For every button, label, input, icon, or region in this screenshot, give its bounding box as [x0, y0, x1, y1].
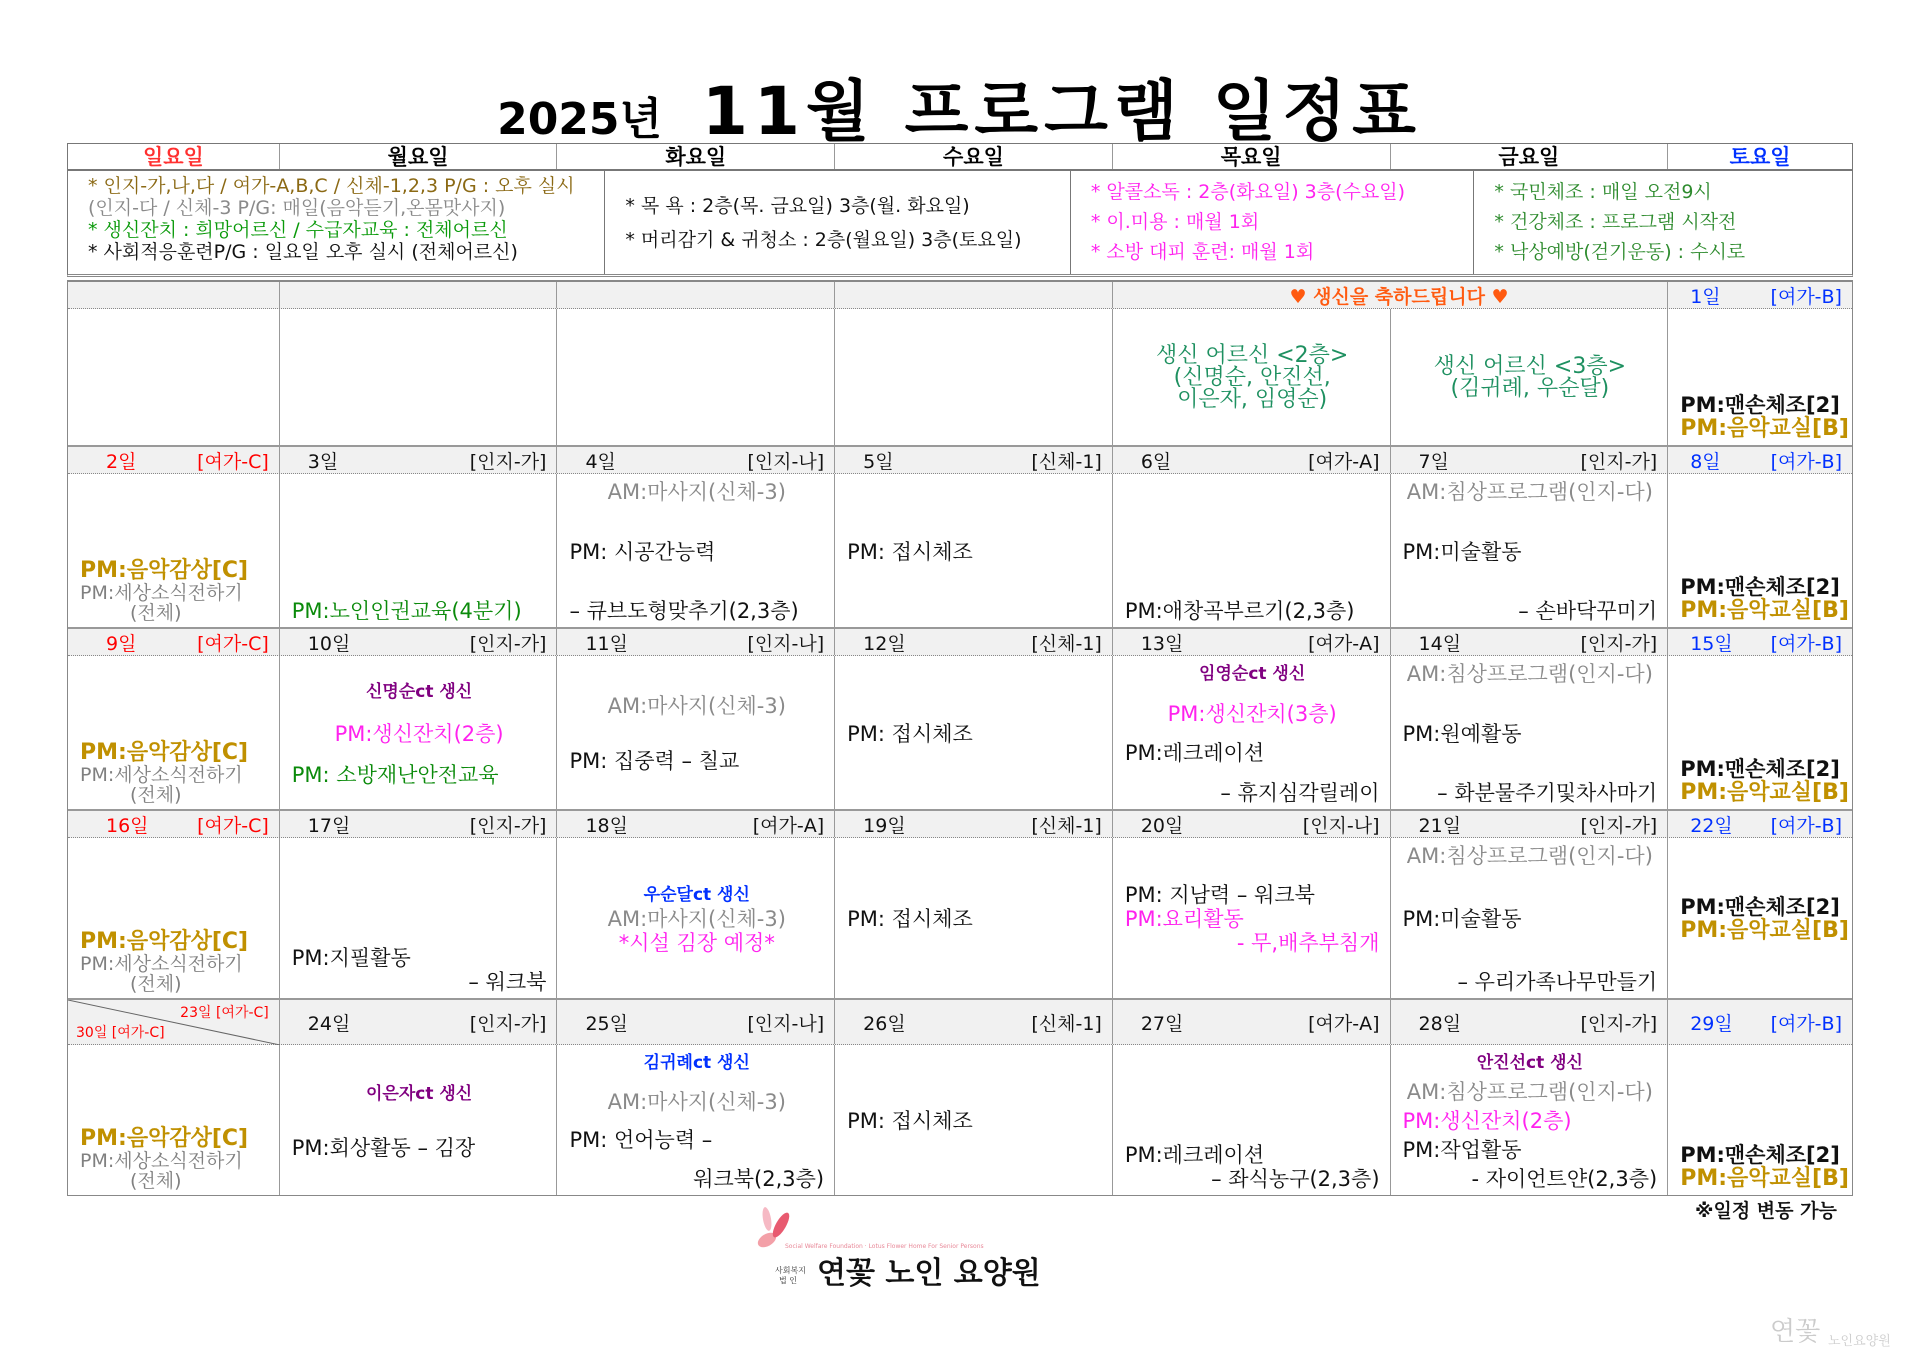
- day-cell: [1113, 656, 1391, 809]
- date-header: [280, 447, 558, 473]
- date-label: 26일: [863, 1012, 906, 1035]
- date-label: 5일: [863, 450, 894, 473]
- date-label: 8일: [1690, 450, 1721, 473]
- program-tag: [인지-가]: [1580, 632, 1658, 655]
- date-body-row: [68, 1045, 1852, 1195]
- note-line: * 소방 대피 훈련: 매월 1회: [1090, 241, 1315, 263]
- svg-text:연꽃 노인 요양원: 연꽃 노인 요양원: [817, 1256, 1041, 1290]
- program-item: PM: 접시체조: [847, 1109, 973, 1133]
- date-header: [835, 1000, 1113, 1044]
- date-label: 24일: [307, 1012, 351, 1035]
- program-tag: [신체-1]: [1031, 632, 1102, 655]
- svg-text:Social Welfare Foundation · Lo: Social Welfare Foundation · Lotus Flower Home For Senior Persons: [785, 1243, 984, 1250]
- program-item: PM: 시공간능력: [569, 539, 716, 564]
- date-label: 28일: [1418, 1012, 1462, 1035]
- date-header: [68, 282, 280, 308]
- program-item: AM:마사지(신체-3): [607, 693, 786, 718]
- program-item: – 큐브도형맞추기(2,3층): [569, 599, 799, 623]
- day-cell: [280, 309, 558, 445]
- program-item: 김귀례ct 생신: [643, 1053, 750, 1073]
- weekday-6: 토요일: [1729, 145, 1791, 169]
- program-tag: [인지-가]: [469, 450, 547, 473]
- date-header-row: [68, 447, 1852, 474]
- day-cell: [835, 656, 1113, 809]
- weekday-0: 일요일: [68, 144, 280, 169]
- day-cell: [1668, 309, 1852, 445]
- date-label: 6일: [1140, 450, 1172, 473]
- date-label: 19일: [863, 814, 906, 837]
- date-body-row: [68, 656, 1852, 809]
- date-header: [1113, 1000, 1391, 1044]
- day-cell: [68, 309, 280, 445]
- date-label: 20일: [1140, 814, 1184, 837]
- program-tag: [여가-B]: [1770, 450, 1843, 473]
- date-header: [1391, 629, 1669, 655]
- svg-text:법 인: 법 인: [779, 1276, 797, 1285]
- program-item: AM:침상프로그램(인지-다): [1406, 480, 1653, 504]
- program-item: (전체): [130, 602, 182, 624]
- date-label: 12일: [863, 632, 906, 655]
- day-cell: [835, 309, 1113, 445]
- program-item: (전체): [130, 973, 182, 995]
- program-item: 임영순ct 생신: [1199, 664, 1306, 684]
- date-header: [1668, 811, 1852, 837]
- day-cell: [1391, 656, 1669, 809]
- notes-section: [1474, 171, 1852, 274]
- notes-section: [1071, 171, 1475, 274]
- date-label: 9일: [106, 632, 137, 655]
- program-item: PM:노인인권교육(4분기): [291, 599, 522, 623]
- program-item: PM:음악교실[B]: [1680, 918, 1849, 943]
- program-item: PM: 소방재난안전교육: [291, 763, 499, 788]
- day-cell: [557, 1045, 835, 1195]
- program-tag: [여가-B]: [1770, 632, 1843, 655]
- program-item: *시설 김장 예정*: [618, 931, 775, 955]
- program-item: PM: 접시체조: [847, 907, 973, 931]
- day-cell: [1668, 838, 1852, 998]
- program-item: PM: 접시체조: [847, 539, 973, 564]
- title-main: 11월 프로그램 일정표: [702, 73, 1422, 150]
- date-header: [280, 811, 558, 837]
- program-item: PM:음악감상[C]: [80, 1126, 249, 1151]
- date-label: 15일: [1690, 632, 1733, 655]
- day-cell: [1668, 656, 1852, 809]
- program-item: PM:음악교실[B]: [1680, 416, 1849, 441]
- date-header: [1113, 629, 1391, 655]
- date-label: 7일: [1418, 450, 1449, 473]
- date-label: 17일: [307, 814, 351, 837]
- program-item: PM:세상소식전하기: [80, 1150, 243, 1172]
- day-cell: [1668, 1045, 1852, 1195]
- svg-text:노인요양원: 노인요양원: [1828, 1334, 1891, 1349]
- program-tag: [인지-가]: [469, 814, 547, 837]
- program-item: PM:원예활동: [1402, 721, 1522, 746]
- weekday-5: 금요일: [1391, 144, 1669, 169]
- date-body-row: [68, 474, 1852, 627]
- program-item: PM:미술활동: [1402, 907, 1522, 931]
- program-tag: [여가-C]: [197, 632, 269, 655]
- svg-text:연꽃: 연꽃: [1770, 1317, 1821, 1347]
- program-item: PM:음악감상[C]: [80, 740, 249, 765]
- date-label: 25일: [585, 1012, 628, 1035]
- program-item: PM: 집중력 – 칠교: [569, 749, 740, 774]
- program-item: PM:세상소식전하기: [80, 764, 243, 786]
- week-row: [68, 282, 1852, 447]
- note-line: * 알콜소독 : 2층(화요일) 3층(수요일): [1090, 181, 1406, 203]
- date-header: [1391, 1000, 1669, 1044]
- date-label: 14일: [1418, 632, 1462, 655]
- date-header: [280, 1000, 558, 1044]
- day-cell: [280, 838, 558, 998]
- program-item: PM:작업활동: [1402, 1138, 1522, 1162]
- date-header: [68, 629, 280, 655]
- program-item: PM:음악교실[B]: [1680, 1166, 1849, 1191]
- date-label: 23일 [여가-C]: [180, 1005, 269, 1021]
- weekday-3: 수요일: [835, 144, 1113, 169]
- weekday-1: 월요일: [280, 144, 558, 169]
- week-row: [68, 1000, 1852, 1195]
- date-body-row: [68, 309, 1852, 445]
- note-line: * 국민체조 : 매일 오전9시: [1494, 181, 1712, 203]
- program-item: PM:레크레이션: [1124, 1143, 1265, 1167]
- day-cell: [1113, 1045, 1391, 1195]
- day-cell: [1113, 474, 1391, 627]
- note-line: * 목 욕 : 2층(목. 금요일) 3층(월. 화요일): [625, 195, 970, 217]
- date-header-row: [68, 811, 1852, 838]
- program-tag: [여가-A]: [752, 814, 825, 837]
- note-line: * 머리감기 & 귀청소 : 2층(월요일) 3층(토요일): [625, 229, 1022, 251]
- program-item: PM: 접시체조: [847, 721, 973, 746]
- day-cell: [1391, 474, 1669, 627]
- program-item: PM: 언어능력 –: [569, 1128, 713, 1153]
- day-cell: [1113, 838, 1391, 998]
- day-cell: [1113, 309, 1391, 445]
- program-item: PM:세상소식전하기: [80, 953, 243, 975]
- notes-section: [605, 171, 1070, 274]
- program-item: – 화분물주기및차사마기: [1437, 781, 1658, 805]
- program-tag: [인지-나]: [747, 450, 825, 473]
- date-header: [1113, 447, 1391, 473]
- program-item: PM:세상소식전하기: [80, 582, 243, 604]
- date-header: [68, 811, 280, 837]
- program-item: 안진선ct 생신: [1476, 1053, 1583, 1073]
- date-header: [557, 811, 835, 837]
- program-item: – 휴지심각릴레이: [1220, 780, 1380, 805]
- note-line: * 건강체조 : 프로그램 시작전: [1494, 211, 1737, 233]
- day-cell: [68, 1045, 280, 1195]
- weekday-2: 화요일: [557, 144, 835, 169]
- program-item: PM:지필활동: [291, 946, 411, 970]
- program-item: - 자이언트얀(2,3층): [1471, 1167, 1658, 1191]
- day-cell: [280, 474, 558, 627]
- program-tag: [여가-C]: [197, 814, 269, 837]
- date-label: 3일: [307, 450, 339, 473]
- date-header: [835, 282, 1113, 308]
- date-header: [68, 1000, 280, 1044]
- program-item: PM:음악교실[B]: [1680, 598, 1849, 623]
- program-item: AM:침상프로그램(인지-다): [1406, 662, 1653, 686]
- date-header: [1668, 282, 1852, 308]
- program-tag: [인지-가]: [1580, 450, 1658, 473]
- note-line: * 생신잔치 : 희망어르신 / 수급자교육 : 전체어르신: [88, 219, 508, 241]
- date-label: 2일: [106, 450, 137, 473]
- day-cell: [835, 838, 1113, 998]
- date-header: [1391, 447, 1669, 473]
- weekday-4: 목요일: [1113, 144, 1391, 169]
- day-cell: [68, 474, 280, 627]
- date-header-row: [68, 629, 1852, 656]
- watermark-logo: [1770, 1305, 1910, 1355]
- program-item: - 무,배추부침개: [1236, 931, 1380, 955]
- schedule-change-note: ※일정 변동 가능: [1695, 1200, 1837, 1222]
- svg-text:사회복지: 사회복지: [775, 1266, 806, 1275]
- program-item: PM:음악감상[C]: [80, 558, 249, 583]
- program-tag: [인지-가]: [1580, 1012, 1658, 1035]
- facility-logo: [745, 1205, 1075, 1290]
- date-label-alt: 30일 [여가-C]: [76, 1025, 165, 1041]
- date-label: 1일: [1690, 285, 1721, 308]
- program-item: PM:맨손체조[2]: [1680, 393, 1840, 417]
- week-row: [68, 629, 1852, 811]
- date-header: [557, 447, 835, 473]
- date-label: 11일: [585, 632, 628, 655]
- calendar-grid: [67, 280, 1853, 1196]
- program-item: 이은자, 임영순): [1177, 387, 1328, 412]
- page-title: [0, 58, 1919, 153]
- day-cell: [68, 838, 280, 998]
- program-item: PM:맨손체조[2]: [1680, 757, 1840, 781]
- week-row: [68, 447, 1852, 629]
- date-header: [1668, 1000, 1852, 1044]
- title-year: 2025년: [497, 94, 663, 145]
- program-item: PM:애창곡부르기(2,3층): [1124, 599, 1355, 623]
- program-item: PM:레크레이션: [1124, 741, 1265, 766]
- program-tag: [여가-A]: [1308, 632, 1380, 655]
- program-tag: [신체-1]: [1031, 814, 1102, 837]
- day-cell: [557, 656, 835, 809]
- program-tag: [인지-나]: [747, 632, 825, 655]
- program-item: PM:맨손체조[2]: [1680, 1143, 1840, 1167]
- date-header: [557, 282, 835, 308]
- date-header: [280, 282, 558, 308]
- day-cell: [557, 474, 835, 627]
- note-line: * 낙상예방(걷기운동) : 수시로: [1494, 241, 1746, 263]
- program-tag: [여가-B]: [1770, 1012, 1842, 1035]
- date-header: [68, 447, 280, 473]
- day-cell: [557, 838, 835, 998]
- birthday-banner: ♥ 생신을 축하드립니다 ♥: [1113, 282, 1668, 308]
- program-tag: [인지-나]: [747, 1012, 825, 1035]
- date-header: [1668, 629, 1852, 655]
- date-label: 29일: [1690, 1012, 1733, 1035]
- date-header-row: [68, 1000, 1852, 1045]
- day-cell: [1391, 838, 1669, 998]
- weekday-header: [67, 143, 1853, 171]
- day-cell: [835, 474, 1113, 627]
- day-cell: [835, 1045, 1113, 1195]
- date-header: [1391, 811, 1669, 837]
- program-item: 생신 어르신 <2층>: [1155, 343, 1349, 368]
- program-item: PM:회상활동 – 김장: [291, 1136, 476, 1161]
- program-item: AM:침상프로그램(인지-다): [1406, 844, 1653, 868]
- date-body-row: [68, 838, 1852, 998]
- date-header: [835, 629, 1113, 655]
- note-line: * 사회적응훈련P/G : 일요일 오후 실시 (전체어르신): [88, 241, 518, 263]
- date-header: [1668, 447, 1852, 473]
- program-item: PM:생신잔치(2층): [1402, 1109, 1572, 1133]
- day-cell: [1668, 474, 1852, 627]
- day-cell: [280, 656, 558, 809]
- date-header: [835, 811, 1113, 837]
- program-tag: [인지-가]: [469, 632, 547, 655]
- program-item: (전체): [130, 1170, 182, 1192]
- date-label: 21일: [1418, 814, 1462, 837]
- program-item: – 좌식농구(2,3층): [1211, 1167, 1380, 1191]
- program-item: 생신 어르신 <3층>: [1433, 354, 1627, 379]
- date-label: 4일: [585, 450, 616, 473]
- program-item: 워크북(2,3층): [693, 1166, 825, 1191]
- notes-box: [67, 171, 1853, 277]
- program-item: (신명순, 안진선,: [1173, 365, 1331, 390]
- date-header: [1113, 811, 1391, 837]
- program-item: 신명순ct 생신: [365, 681, 473, 702]
- program-tag: [여가-B]: [1770, 814, 1843, 837]
- program-tag: [여가-A]: [1308, 1012, 1380, 1035]
- day-cell: [557, 309, 835, 445]
- date-label: 13일: [1140, 632, 1184, 655]
- program-tag: [여가-A]: [1308, 450, 1380, 473]
- program-item: – 워크북: [468, 970, 547, 994]
- program-item: AM:마사지(신체-3): [607, 480, 786, 504]
- date-label: 10일: [307, 632, 351, 655]
- date-header-row: [68, 282, 1852, 309]
- program-item: 우순달ct 생신: [643, 885, 750, 905]
- date-label: 16일: [106, 814, 149, 837]
- date-header: [835, 447, 1113, 473]
- program-tag: [인지-가]: [469, 1012, 547, 1035]
- program-item: PM:맨손체조[2]: [1680, 895, 1840, 919]
- date-header: [557, 1000, 835, 1044]
- week-row: [68, 811, 1852, 1000]
- program-item: (김귀례, 우순달): [1450, 376, 1610, 401]
- notes-section: [68, 171, 605, 274]
- program-item: PM:생신잔치(2층): [334, 721, 504, 746]
- program-tag: [신체-1]: [1031, 1012, 1102, 1035]
- note-line: * 이.미용 : 매월 1회: [1090, 211, 1260, 233]
- program-tag: [여가-C]: [197, 450, 269, 473]
- note-line: * 인지-가,나,다 / 여가-A,B,C / 신체-1,2,3 P/G : 오후 실시: [88, 175, 575, 197]
- program-item: PM: 지남력 – 워크북: [1124, 883, 1315, 907]
- date-header: [557, 629, 835, 655]
- program-item: PM:미술활동: [1402, 539, 1522, 564]
- program-item: – 손바닥꾸미기: [1518, 599, 1658, 623]
- note-line: (인지-다 / 신체-3 P/G: 매일(음악듣기,온몸맛사지): [88, 197, 506, 219]
- program-tag: [신체-1]: [1031, 450, 1102, 473]
- date-label: 27일: [1140, 1012, 1184, 1035]
- program-item: AM:마사지(신체-3): [607, 1089, 786, 1114]
- program-item: PM:음악감상[C]: [80, 929, 249, 954]
- program-item: AM:침상프로그램(인지-다): [1406, 1080, 1653, 1104]
- day-cell: [1391, 309, 1669, 445]
- date-label: 22일: [1690, 814, 1733, 837]
- day-cell: [68, 656, 280, 809]
- program-tag: [여가-B]: [1770, 285, 1842, 308]
- program-item: PM:맨손체조[2]: [1680, 575, 1840, 599]
- program-item: PM:요리활동: [1124, 907, 1244, 931]
- program-item: (전체): [130, 784, 182, 806]
- day-cell: [1391, 1045, 1669, 1195]
- program-item: 이은자ct 생신: [365, 1083, 473, 1104]
- program-tag: [인지-나]: [1302, 814, 1380, 837]
- date-label: 18일: [585, 814, 628, 837]
- day-cell: [280, 1045, 558, 1195]
- program-tag: [인지-가]: [1580, 814, 1658, 837]
- program-item: PM:생신잔치(3층): [1167, 701, 1337, 726]
- program-item: – 우리가족나무만들기: [1457, 970, 1658, 994]
- program-item: PM:음악교실[B]: [1680, 780, 1849, 805]
- date-header: [280, 629, 558, 655]
- program-item: AM:마사지(신체-3): [607, 907, 786, 931]
